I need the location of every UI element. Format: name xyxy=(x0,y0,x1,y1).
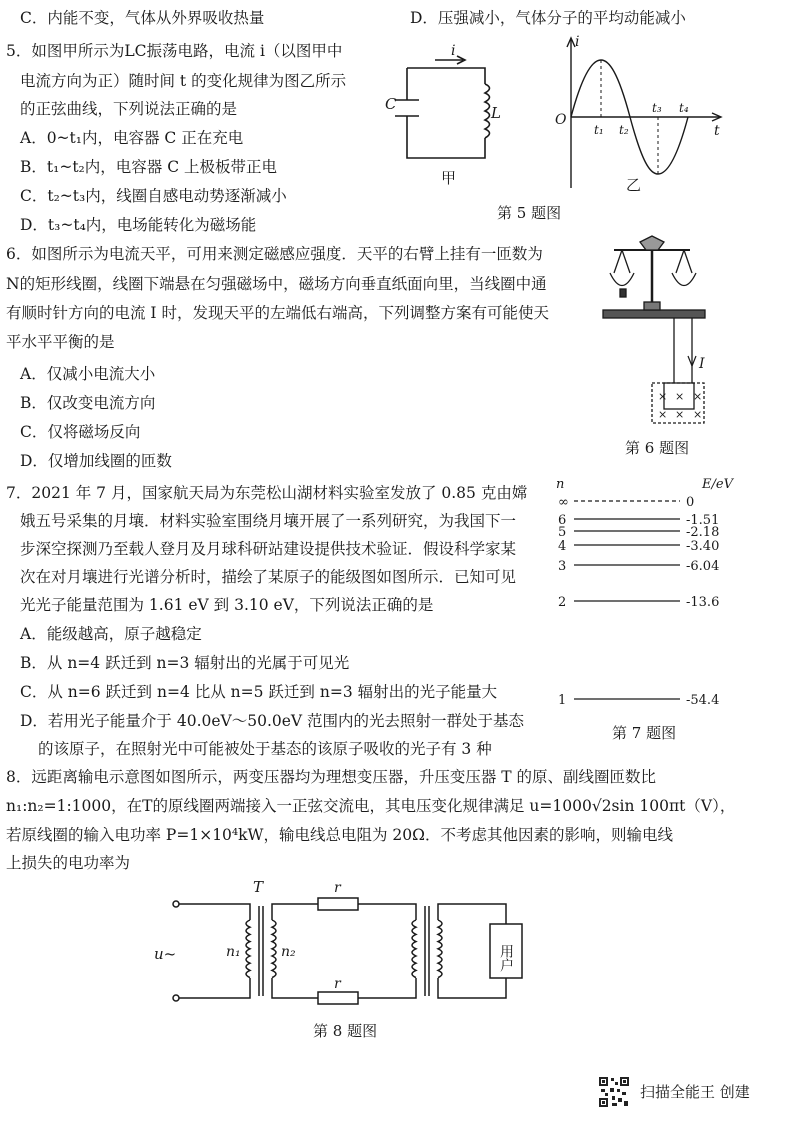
n1-label: n₁ xyxy=(226,944,241,960)
field-cross: × xyxy=(658,408,668,421)
q6-caption: 第 6 题图 xyxy=(625,439,690,457)
fig-jia-label: 甲 xyxy=(441,169,457,187)
q5-option-d: D．t₃~t₄内，电场能转化为磁场能 xyxy=(20,216,257,234)
q7-caption: 第 7 题图 xyxy=(612,724,677,742)
axis-i-label: i xyxy=(575,34,580,50)
user-load-label: 用户 xyxy=(498,944,514,972)
q5-stem-3: 的正弦曲线，下列说法正确的是 xyxy=(20,100,238,118)
current-balance-diagram xyxy=(600,228,715,433)
q6-stem-3: 有顺时针方向的电流 I 时，发现天平的左端低右端高，下列调整方案有可能使天 xyxy=(6,304,549,322)
level-n-label: 4 xyxy=(558,539,567,554)
n-header: n xyxy=(556,477,565,492)
level-n-label: 3 xyxy=(558,559,567,574)
power-transmission-diagram xyxy=(150,876,550,1016)
q7-stem-2: 娥五号采集的月壤．材料实验室围绕月壤开展了一系列研究，为我国下一 xyxy=(20,512,517,530)
level-energy-label: -2.18 xyxy=(686,525,720,540)
level-energy-label: -13.6 xyxy=(686,595,720,610)
bottom-resistor-label: r xyxy=(334,976,341,992)
q7-stem-4: 次在对月壤进行光谱分析时，描绘了某原子的能级图如图所示．已知可见 xyxy=(20,568,517,586)
balance-current-label: I xyxy=(699,356,705,372)
q7-option-b: B．从 n=4 跃迁到 n=3 辐射出的光属于可见光 xyxy=(20,654,350,672)
origin-label: O xyxy=(555,112,567,128)
q8-stem-1: 8．远距离输电示意图如图所示，两变压器均为理想变压器，升压变压器 T 的原、副线圈匝数比 xyxy=(6,768,657,786)
q4-option-d: D．压强减小，气体分子的平均动能减小 xyxy=(410,9,686,27)
energy-level-diagram xyxy=(552,475,772,715)
t4-label: t₄ xyxy=(679,101,689,115)
q7-stem-5: 光光子能量范围为 1.61 eV 到 3.10 eV，下列说法正确的是 xyxy=(20,596,434,614)
level-energy-label: 0 xyxy=(686,495,695,510)
current-i-label: i xyxy=(451,43,456,59)
q6-stem-2: N的矩形线圈，线圈下端悬在匀强磁场中，磁场方向垂直纸面向里，当线圈中通 xyxy=(6,275,547,293)
q6-stem-4: 平水平平衡的是 xyxy=(6,333,115,351)
q7-stem-3: 步深空探测乃至载人登月及月球科研站建设提供技术验证．假设科学家某 xyxy=(20,540,517,558)
q7-stem-1: 7．2021 年 7 月，国家航天局为东莞松山湖材料实验室发放了 0.85 克由嫦 xyxy=(6,484,528,502)
level-energy-label: -54.4 xyxy=(686,693,720,708)
n2-label: n₂ xyxy=(281,944,296,960)
t2-label: t₂ xyxy=(619,123,629,137)
level-n-label: 6 xyxy=(558,513,567,528)
level-n-label: 5 xyxy=(558,525,567,540)
inductor-label: L xyxy=(491,104,501,122)
q8-stem-4: 上损失的电功率为 xyxy=(6,854,131,872)
t3-label: t₃ xyxy=(652,101,662,115)
q5-stem-2: 电流方向为正）随时间 t 的变化规律为图乙所示 xyxy=(20,72,347,90)
level-energy-label: -1.51 xyxy=(686,513,720,528)
q4-option-c: C．内能不变，气体从外界吸收热量 xyxy=(20,9,265,27)
q5-option-c: C．t₂~t₃内，线圈自感电动势逐渐减小 xyxy=(20,187,287,205)
field-cross: × xyxy=(658,390,668,403)
q5-option-b: B．t₁~t₂内，电容器 C 上极板带正电 xyxy=(20,158,277,176)
q6-option-d: D．仅增加线圈的匝数 xyxy=(20,452,172,470)
e-header: E/eV xyxy=(702,477,733,492)
q5-caption: 第 5 题图 xyxy=(497,204,562,222)
current-sine-graph xyxy=(548,32,733,197)
q6-stem-1: 6．如图所示为电流天平，可用来测定磁感应强度．天平的右臂上挂有一匝数为 xyxy=(6,245,543,263)
level-n-label: ∞ xyxy=(558,495,569,510)
field-cross: × xyxy=(675,390,685,403)
q5-option-a: A．0~t₁内，电容器 C 正在充电 xyxy=(20,129,244,147)
axis-t-label: t xyxy=(714,123,720,139)
q6-option-a: A．仅减小电流大小 xyxy=(20,365,156,383)
fig-yi-label: 乙 xyxy=(626,176,642,194)
transformer-t-label: T xyxy=(253,878,264,896)
lc-circuit-diagram xyxy=(385,38,505,198)
capacitor-label: C xyxy=(385,95,397,113)
q8-caption: 第 8 题图 xyxy=(313,1022,378,1040)
q6-option-b: B．仅改变电流方向 xyxy=(20,394,156,412)
q6-option-c: C．仅将磁场反向 xyxy=(20,423,141,441)
q7-option-d-cont: 的该原子，在照射光中可能被处于基态的该原子吸收的光子有 3 种 xyxy=(38,740,492,758)
q8-stem-2: n₁:n₂=1:1000，在T的原线圈两端接入一正弦交流电，其电压变化规律满足 u=1000√2sin 100πt（V）， xyxy=(6,797,736,815)
level-energy-label: -6.04 xyxy=(686,559,720,574)
q7-option-a: A．能级越高，原子越稳定 xyxy=(20,625,202,643)
q7-option-c: C．从 n=6 跃迁到 n=4 比从 n=5 跃迁到 n=3 辐射出的光子能量大 xyxy=(20,683,498,701)
scanner-footer xyxy=(598,1074,778,1108)
level-energy-label: -3.40 xyxy=(686,539,720,554)
scanner-brand-text: 扫描全能王 创建 xyxy=(640,1083,750,1101)
t1-label: t₁ xyxy=(594,123,604,137)
q8-stem-3: 若原线圈的输入电功率 P=1×10⁴kW，输电线总电阻为 20Ω．不考虑其他因素的影响，则输电线 xyxy=(6,826,673,844)
q7-option-d: D．若用光子能量介于 40.0eV～50.0eV 范围内的光去照射一群处于基态 xyxy=(20,712,525,730)
qr-code-icon xyxy=(598,1076,630,1108)
q5-stem-1: 5．如图甲所示为LC振荡电路，电流 i（以图甲中 xyxy=(6,42,343,60)
top-resistor-label: r xyxy=(334,880,341,896)
level-n-label: 2 xyxy=(558,595,567,610)
field-cross: × xyxy=(675,408,685,421)
field-cross: × xyxy=(693,408,703,421)
field-cross: × xyxy=(693,390,703,403)
source-u-label: u~ xyxy=(154,945,177,963)
level-n-label: 1 xyxy=(558,693,567,708)
